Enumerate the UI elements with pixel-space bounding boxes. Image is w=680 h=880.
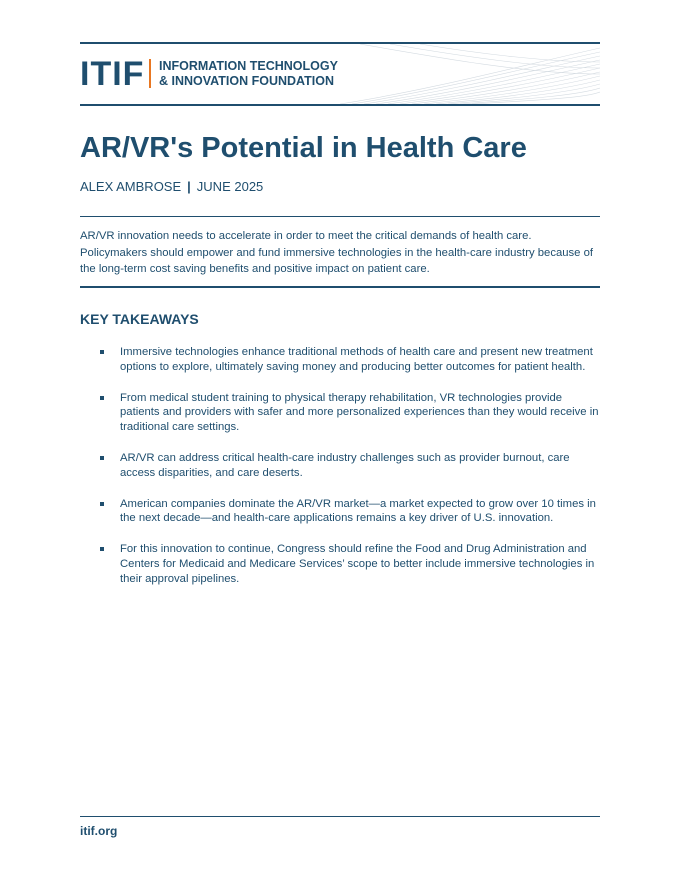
takeaway-text: Immersive technologies enhance traditional methods of health care and present new treatment options to explore, ultimately saving money and producing better outcomes for patient health. [120,346,593,373]
bullet-icon [100,350,104,354]
takeaway-item [80,451,600,481]
byline-separator: | [187,179,191,194]
takeaway-text: For this innovation to continue, Congress should refine the Food and Drug Administration and Centers for Medicaid and Medicare Services’ scope to better include immersive technologies in their approval pipelines. [120,543,595,585]
summary-paragraph: AR/VR innovation needs to accelerate in order to meet the critical demands of health care. Policymakers should empower and fund immersive technologies in the health-care industry because of the long-term cost saving benefits and positive impact on patient care. [80,230,594,275]
footer-rule [80,816,600,817]
document-title: AR/VR's Potential in Health Care [80,132,527,164]
takeaway-item [80,345,600,375]
author-name: ALEX AMBROSE [80,179,182,194]
footer-site-link[interactable]: itif.org [80,824,118,838]
takeaway-text: AR/VR can address critical health-care industry challenges such as provider burnout, care access disparities, and care deserts. [120,451,570,479]
summary-bottom-rule [80,286,600,288]
byline [80,179,263,195]
takeaway-text: American companies dominate the AR/VR market—a market expected to grow over 10 times in the next decade—and health-care applications remains a key driver of U.S. innovation. [120,497,596,525]
organization-name-line-1: INFORMATION TECHNOLOGY [159,59,338,73]
key-takeaways-list [80,345,600,603]
header-decorative-lines [340,44,600,104]
header-bottom-rule [80,104,600,106]
bullet-icon [100,456,104,460]
bullet-icon [100,547,104,551]
itif-logo: ITIF [80,55,145,93]
takeaway-item [80,391,600,435]
publication-date: JUNE 2025 [196,179,264,194]
takeaway-item [80,542,600,586]
takeaway-text: From medical student training to physical therapy rehabilitation, VR technologies provide patients and providers with safer and more personalized experiences than they would receive in traditional care settings. [120,391,599,434]
summary-top-rule [80,216,600,217]
bullet-icon [100,502,104,506]
key-takeaways-heading: KEY TAKEAWAYS [80,311,199,327]
organization-name [159,59,338,89]
takeaway-item [80,497,600,527]
bullet-icon [100,396,104,400]
logo-divider [149,59,151,88]
organization-name-line-2: & INNOVATION FOUNDATION [159,74,334,88]
